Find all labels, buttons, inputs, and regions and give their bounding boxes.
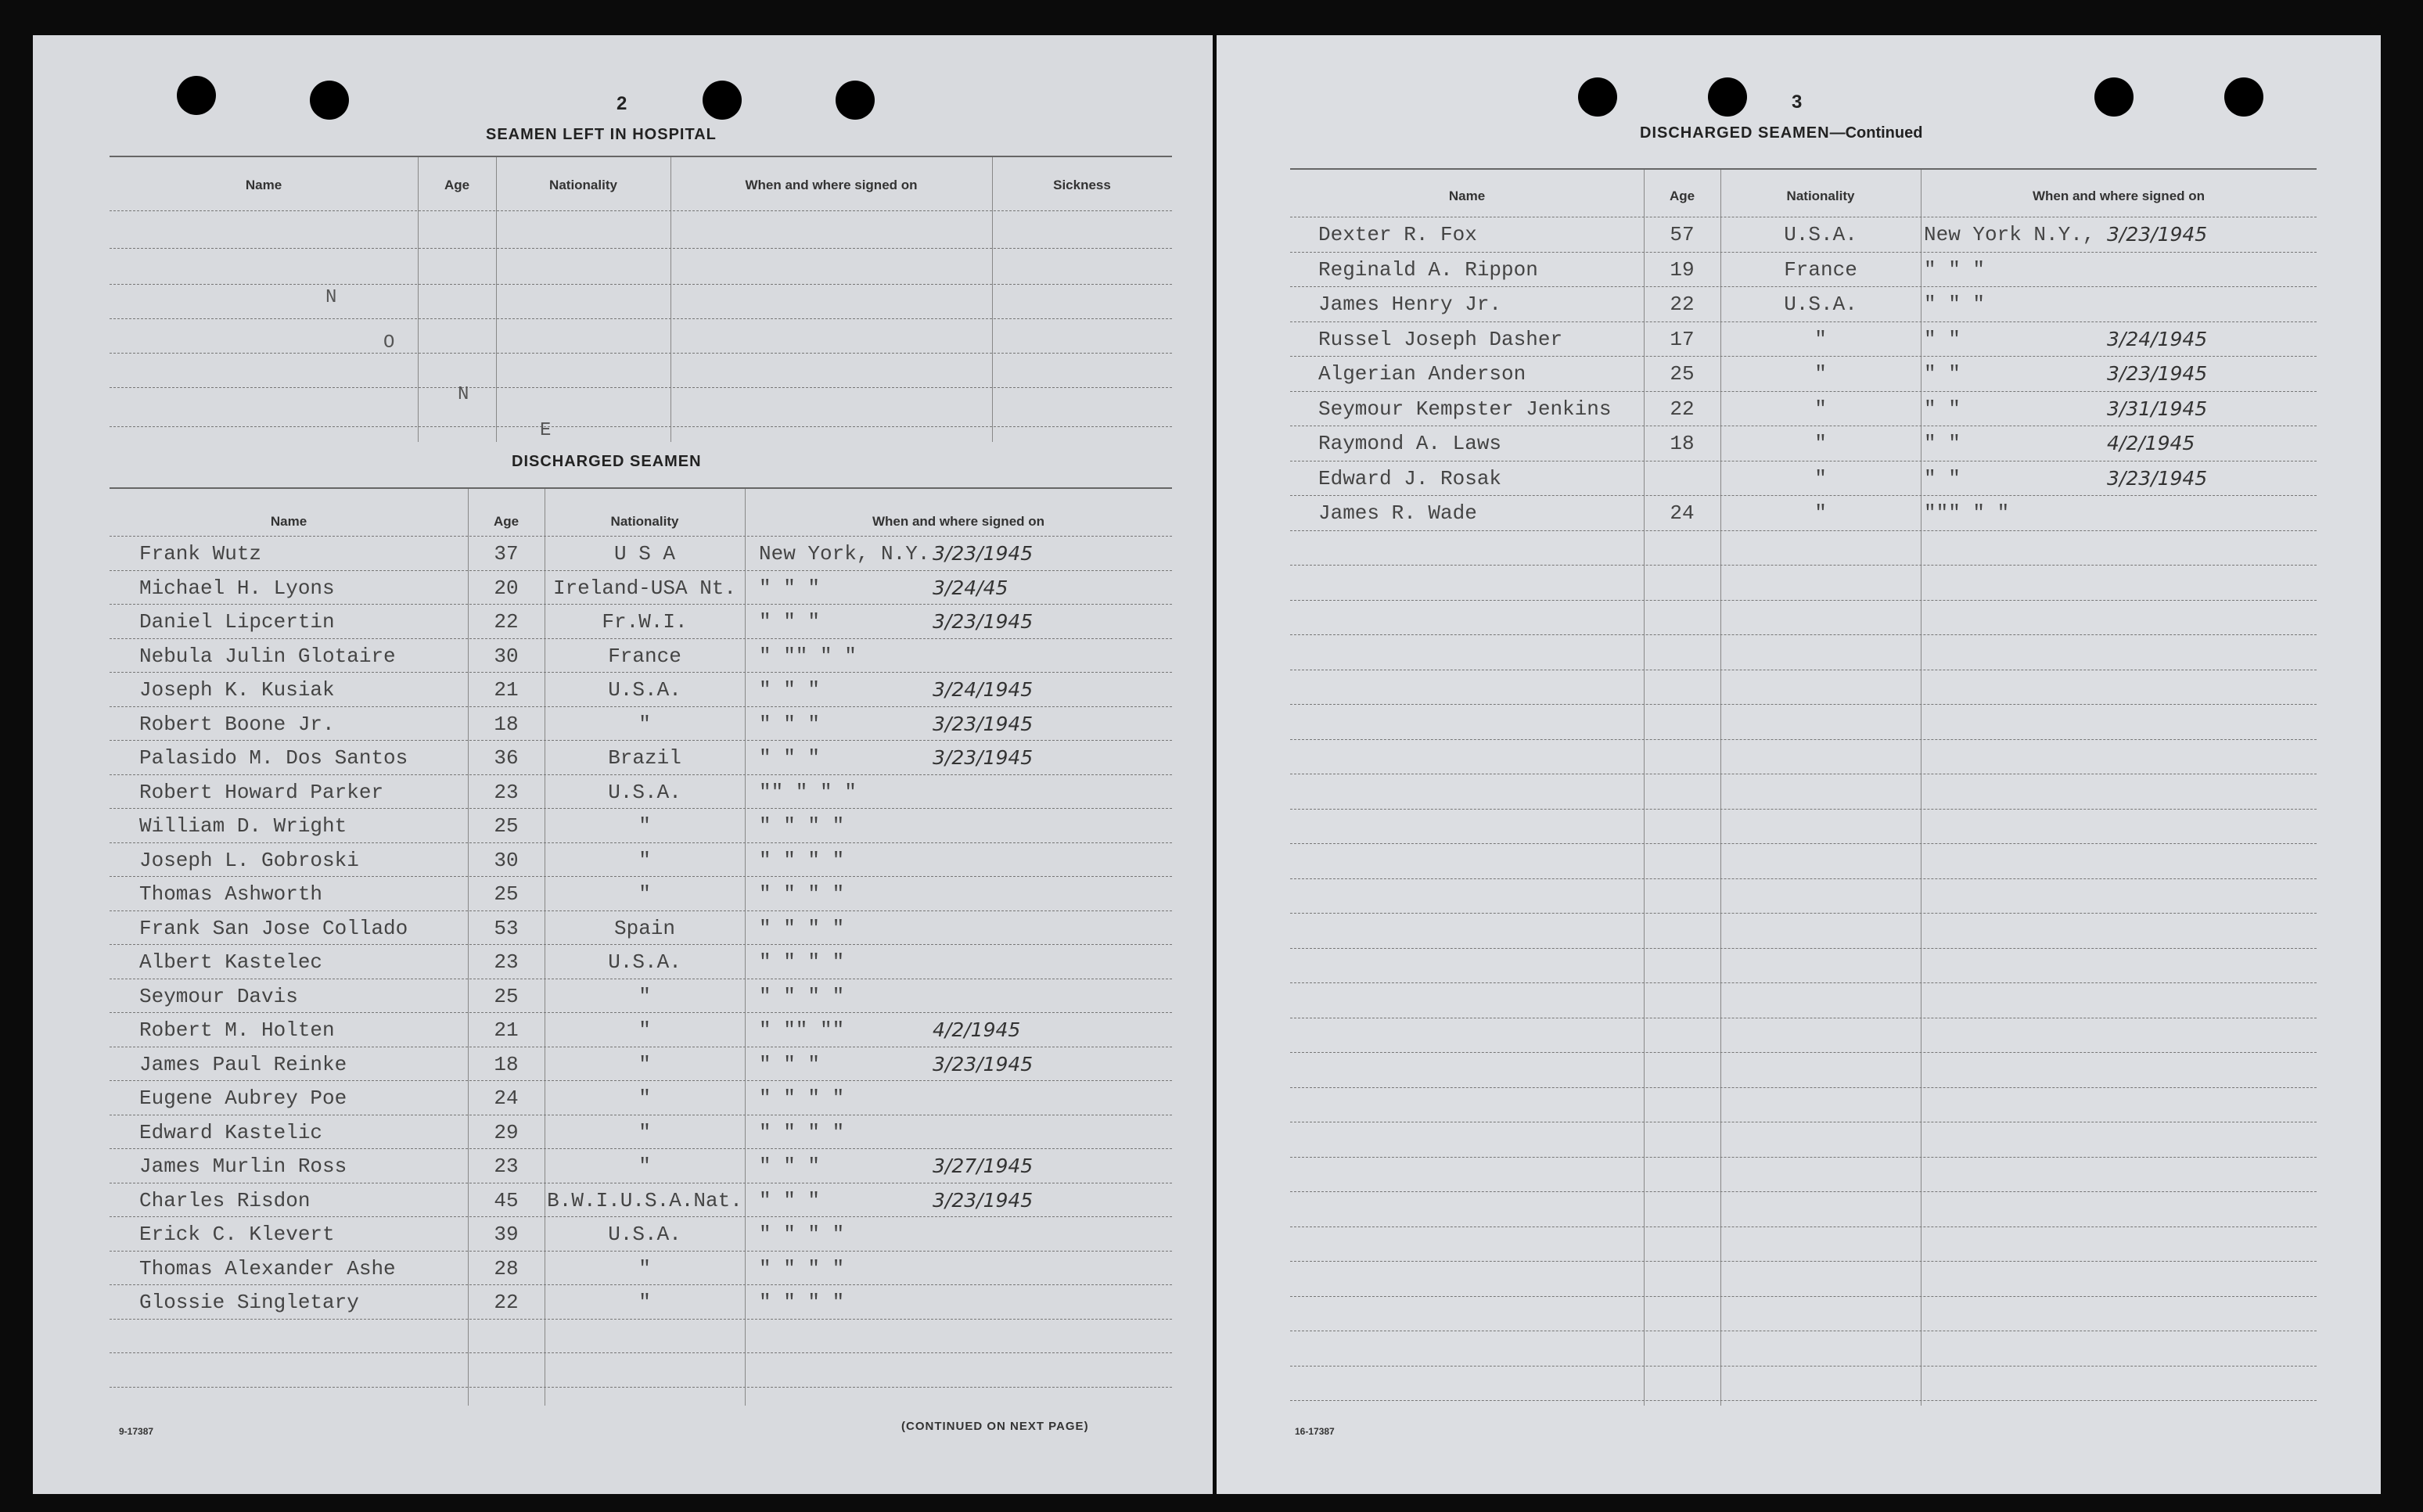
seaman-age: 30 — [494, 848, 519, 872]
column-header: Age — [444, 178, 470, 192]
title-suffix: —Continued — [1829, 124, 1923, 142]
binder-hole — [836, 81, 875, 120]
signed-on-place: " " " — [759, 1052, 821, 1076]
seaman-name: Eugene Aubrey Poe — [139, 1086, 347, 1110]
seaman-age: 23 — [494, 780, 519, 804]
title-text: DISCHARGED SEAMEN — [1640, 124, 1830, 142]
signed-on-place: " " " " — [759, 1086, 845, 1110]
seaman-nationality: " — [638, 1052, 651, 1076]
seaman-nationality: " — [638, 1086, 651, 1110]
seaman-name: Seymour Kempster Jenkins — [1318, 397, 1612, 421]
signed-on-place: " " " " — [759, 814, 845, 838]
seaman-age: 25 — [494, 984, 519, 1008]
signed-on-place: " " " — [759, 712, 821, 736]
ruled-line — [1290, 982, 2317, 983]
seaman-name: Michael H. Lyons — [139, 576, 335, 600]
seaman-name: Seymour Davis — [139, 984, 298, 1008]
seaman-nationality: " — [638, 1155, 651, 1178]
signed-on-place: " " " " — [759, 1291, 845, 1314]
seaman-age: 17 — [1670, 327, 1695, 351]
ruled-line — [110, 284, 1172, 285]
signed-on-place: New York N.Y., — [1924, 223, 2095, 246]
signed-on-place: " "" " " — [759, 644, 857, 668]
seaman-nationality: U.S.A. — [608, 1223, 681, 1246]
column-header: When and where signed on — [2032, 189, 2206, 203]
signed-on-date: 3/24/45 — [933, 576, 1008, 599]
column-divider — [992, 157, 993, 442]
column-header: Age — [1669, 189, 1695, 203]
ruled-line — [1290, 321, 2317, 322]
seaman-age: 29 — [494, 1120, 519, 1144]
binder-hole — [703, 81, 742, 120]
signed-on-date: 4/2/1945 — [2107, 432, 2195, 454]
ruled-line — [110, 318, 1172, 319]
ruled-line — [1290, 809, 2317, 810]
seaman-age: 39 — [494, 1223, 519, 1246]
signed-on-place: " " " — [1924, 293, 1986, 316]
seaman-nationality: U.S.A. — [608, 780, 681, 804]
seaman-name: Thomas Alexander Ashe — [139, 1256, 396, 1280]
hospital-mark: E — [540, 420, 552, 441]
ruled-line — [1290, 565, 2317, 566]
seaman-nationality: U.S.A. — [608, 950, 681, 974]
seaman-name: Daniel Lipcertin — [139, 610, 335, 634]
binder-hole — [1578, 77, 1617, 117]
ruled-line — [1290, 1366, 2317, 1367]
signed-on-place: " " " — [759, 576, 821, 600]
binder-hole — [2094, 77, 2134, 117]
seaman-age: 22 — [1670, 397, 1695, 421]
seaman-age: 21 — [494, 678, 519, 702]
section-rule — [110, 487, 1172, 489]
column-header: When and where signed on — [745, 178, 918, 192]
seaman-name: Raymond A. Laws — [1318, 432, 1502, 455]
hospital-mark: N — [325, 287, 337, 308]
signed-on-date: 4/2/1945 — [933, 1018, 1021, 1041]
seaman-nationality: B.W.I.U.S.A.Nat. — [547, 1188, 742, 1212]
left-page — [33, 35, 1213, 1494]
signed-on-date: 3/24/1945 — [933, 678, 1034, 701]
seaman-nationality: U.S.A. — [1784, 223, 1857, 246]
seaman-name: Joseph L. Gobroski — [139, 848, 359, 872]
ruled-line — [110, 740, 1172, 741]
ruled-line — [110, 1148, 1172, 1149]
signed-on-place: " " — [1924, 397, 1961, 421]
ruled-line — [1290, 252, 2317, 253]
binder-hole — [310, 81, 349, 120]
ruled-line — [1290, 1400, 2317, 1401]
signed-on-place: " " " — [759, 1188, 821, 1212]
ruled-line — [1290, 1296, 2317, 1297]
seaman-age: 22 — [1670, 293, 1695, 316]
ruled-line — [110, 638, 1172, 639]
signed-on-date: 3/23/1945 — [933, 610, 1034, 633]
seaman-name: Reginald A. Rippon — [1318, 257, 1538, 282]
column-header: Name — [270, 514, 307, 529]
signed-on-place: " " — [1924, 362, 1961, 386]
seaman-nationality: " — [638, 882, 651, 906]
seaman-name: Erick C. Klevert — [139, 1223, 335, 1246]
seaman-nationality: U.S.A. — [1784, 293, 1857, 316]
seaman-nationality: " — [638, 1256, 651, 1280]
ruled-line — [1290, 843, 2317, 844]
seaman-nationality: France — [608, 644, 681, 668]
ruled-line — [110, 248, 1172, 249]
signed-on-date: 3/27/1945 — [933, 1155, 1034, 1177]
seaman-nationality: U S A — [613, 542, 675, 566]
ruled-line — [1290, 1191, 2317, 1192]
seaman-nationality: " — [638, 814, 651, 838]
seaman-name: James Henry Jr. — [1318, 293, 1502, 316]
ruled-line — [1290, 495, 2317, 496]
column-header: Nationality — [1786, 189, 1855, 203]
seaman-nationality: U.S.A. — [608, 678, 681, 702]
seaman-name: James Murlin Ross — [139, 1155, 347, 1178]
top-rule — [110, 156, 1172, 157]
column-divider — [418, 157, 419, 442]
seaman-age: 20 — [494, 576, 519, 600]
seaman-nationality: " — [638, 984, 651, 1008]
seaman-name: Glossie Singletary — [139, 1291, 359, 1314]
ruled-line — [110, 842, 1172, 843]
signed-on-place: " "" "" — [759, 1018, 845, 1042]
ruled-line — [110, 944, 1172, 945]
column-header: When and where signed on — [872, 514, 1045, 529]
signed-on-place: " " " " — [759, 1256, 845, 1280]
ruled-line — [110, 706, 1172, 707]
seaman-nationality: " — [1814, 501, 1827, 525]
ruled-line — [1290, 1157, 2317, 1158]
signed-on-place: " " " — [759, 678, 821, 702]
discharged-continued-title — [1640, 124, 1922, 142]
signed-on-place: " " " " — [759, 1223, 845, 1246]
signed-on-place: " " " " — [759, 950, 845, 974]
ruled-line — [110, 672, 1172, 673]
ruled-line — [1290, 948, 2317, 949]
ruled-line — [110, 1319, 1172, 1320]
seaman-nationality: " — [1814, 432, 1827, 455]
seaman-nationality: Spain — [613, 916, 675, 940]
ruled-line — [1290, 913, 2317, 914]
signed-on-place: " " " " — [759, 984, 845, 1008]
signed-on-date: 3/23/1945 — [933, 542, 1034, 565]
seaman-name: Robert Howard Parker — [139, 780, 384, 804]
seaman-age: 21 — [494, 1018, 519, 1042]
seaman-name: Frank Wutz — [139, 542, 262, 566]
form-number: 16-17387 — [1295, 1426, 1335, 1437]
ruled-line — [110, 387, 1172, 388]
signed-on-date: 3/23/1945 — [2107, 466, 2208, 490]
signed-on-place: " " " — [759, 746, 821, 770]
seaman-age: 22 — [494, 1291, 519, 1314]
seaman-age: 23 — [494, 950, 519, 974]
seaman-age: 36 — [494, 746, 519, 770]
seaman-nationality: France — [1784, 257, 1857, 282]
ruled-line — [110, 1216, 1172, 1217]
seaman-nationality: " — [1814, 327, 1827, 351]
binder-hole — [2224, 77, 2263, 117]
page-number: 3 — [1792, 92, 1803, 113]
hospital-section-title: SEAMEN LEFT IN HOSPITAL — [486, 126, 717, 143]
ruled-line — [110, 1387, 1172, 1388]
seaman-nationality: " — [638, 1018, 651, 1042]
ruled-line — [110, 1284, 1172, 1285]
column-divider — [1720, 170, 1721, 1406]
seaman-age: 30 — [494, 644, 519, 668]
ruled-line — [110, 604, 1172, 605]
ruled-line — [1290, 704, 2317, 705]
signed-on-place: " " " " — [759, 1120, 845, 1144]
signed-on-place: "" " " " — [759, 780, 857, 804]
ruled-line — [110, 210, 1172, 211]
seaman-age: 25 — [1670, 362, 1695, 386]
signed-on-date: 3/23/1945 — [933, 712, 1034, 735]
ruled-line — [1290, 739, 2317, 740]
seaman-age: 24 — [1670, 501, 1695, 525]
seaman-age: 25 — [494, 814, 519, 838]
column-divider — [1921, 170, 1922, 1406]
seaman-age: 28 — [494, 1256, 519, 1280]
seaman-age: 45 — [494, 1188, 519, 1212]
ruled-line — [110, 1012, 1172, 1013]
seaman-age: 18 — [494, 712, 519, 736]
signed-on-place: " " " — [759, 1155, 821, 1178]
seaman-nationality: Ireland-USA Nt. — [552, 576, 737, 600]
ruled-line — [1290, 1226, 2317, 1227]
seaman-nationality: " — [1814, 397, 1827, 421]
column-header: Age — [493, 514, 519, 529]
signed-on-date: 3/23/1945 — [2107, 362, 2208, 385]
seaman-age: 23 — [494, 1155, 519, 1178]
ruled-line — [110, 876, 1172, 877]
hospital-mark: N — [458, 384, 469, 405]
ruled-line — [1290, 634, 2317, 635]
seaman-age: 57 — [1670, 223, 1695, 246]
ruled-line — [1290, 600, 2317, 601]
signed-on-date: 3/23/1945 — [933, 1188, 1034, 1212]
signed-on-place: " " — [1924, 432, 1961, 455]
ruled-line — [110, 1352, 1172, 1353]
seaman-age: 53 — [494, 916, 519, 940]
ruled-line — [1290, 530, 2317, 531]
column-divider — [745, 489, 746, 1406]
seaman-nationality: " — [638, 712, 651, 736]
column-header: Nationality — [549, 178, 617, 192]
continued-footer: (CONTINUED ON NEXT PAGE) — [901, 1420, 1089, 1433]
signed-on-place: New York, N.Y. — [759, 542, 930, 566]
signed-on-date: 3/23/1945 — [933, 1052, 1034, 1076]
header-line — [110, 536, 1172, 537]
seaman-name: Edward Kastelic — [139, 1120, 323, 1144]
column-header: Sickness — [1053, 178, 1111, 192]
seaman-name: Thomas Ashworth — [139, 882, 323, 906]
ruled-line — [110, 353, 1172, 354]
seaman-age: 19 — [1670, 257, 1695, 282]
ruled-line — [1290, 1052, 2317, 1053]
ruled-line — [1290, 356, 2317, 357]
seaman-age: 24 — [494, 1086, 519, 1110]
signed-on-place: " " — [1924, 327, 1961, 351]
seaman-name: Albert Kastelec — [139, 950, 323, 974]
seaman-nationality: " — [1814, 362, 1827, 386]
signed-on-place: " " — [1924, 466, 1961, 490]
seaman-age: 18 — [494, 1052, 519, 1076]
ruled-line — [1290, 878, 2317, 879]
seaman-age: 37 — [494, 542, 519, 566]
signed-on-date: 3/23/1945 — [933, 746, 1034, 769]
seaman-age: 25 — [494, 882, 519, 906]
seaman-nationality: " — [1814, 466, 1827, 490]
signed-on-place: " " " " — [759, 916, 845, 940]
seaman-nationality: " — [638, 1291, 651, 1314]
seaman-name: Edward J. Rosak — [1318, 466, 1502, 490]
seaman-name: Dexter R. Fox — [1318, 223, 1477, 246]
signed-on-place: " " " " — [759, 882, 845, 906]
form-number: 9-17387 — [119, 1426, 154, 1437]
seaman-nationality: " — [638, 848, 651, 872]
seaman-name: James Paul Reinke — [139, 1052, 347, 1076]
ruled-line — [1290, 286, 2317, 287]
signed-on-date: 3/24/1945 — [2107, 327, 2208, 350]
seaman-nationality: Brazil — [608, 746, 681, 770]
signed-on-place: " " " " — [759, 848, 845, 872]
ruled-line — [110, 570, 1172, 571]
ruled-line — [110, 774, 1172, 775]
ruled-line — [110, 808, 1172, 809]
binder-hole — [1708, 77, 1747, 117]
ruled-line — [1290, 461, 2317, 462]
seaman-name: Robert Boone Jr. — [139, 712, 335, 736]
signed-on-date: 3/23/1945 — [2107, 223, 2208, 246]
right-page — [1217, 35, 2381, 1494]
binder-hole — [177, 76, 216, 115]
seaman-nationality: " — [638, 1120, 651, 1144]
seaman-name: Robert M. Holten — [139, 1018, 335, 1042]
signed-on-place: """ " " — [1924, 501, 2010, 525]
seaman-name: Palasido M. Dos Santos — [139, 746, 408, 770]
seaman-name: William D. Wright — [139, 814, 347, 838]
column-divider — [670, 157, 671, 442]
hospital-mark: O — [383, 332, 395, 354]
seaman-name: Frank San Jose Collado — [139, 916, 408, 940]
ruled-line — [1290, 1087, 2317, 1088]
ruled-line — [1290, 391, 2317, 392]
seaman-age: 22 — [494, 610, 519, 634]
seaman-name: Nebula Julin Glotaire — [139, 644, 396, 668]
discharged-section-title: DISCHARGED SEAMEN — [512, 453, 702, 470]
seaman-name: Joseph K. Kusiak — [139, 678, 335, 702]
ruled-line — [110, 910, 1172, 911]
page-number: 2 — [617, 93, 627, 114]
seaman-name: James R. Wade — [1318, 501, 1477, 525]
seaman-name: Algerian Anderson — [1318, 362, 1526, 386]
column-divider — [1644, 170, 1645, 1406]
ruled-line — [110, 1251, 1172, 1252]
seaman-age: 18 — [1670, 432, 1695, 455]
top-rule — [1290, 168, 2317, 170]
signed-on-place: " " " — [1924, 257, 1986, 282]
seaman-name: Russel Joseph Dasher — [1318, 327, 1563, 351]
signed-on-place: " " " — [759, 610, 821, 634]
column-header: Nationality — [610, 514, 679, 529]
signed-on-date: 3/31/1945 — [2107, 397, 2208, 420]
seaman-nationality: Fr.W.I. — [602, 610, 688, 634]
ruled-line — [110, 426, 1172, 427]
column-header: Name — [1448, 189, 1486, 203]
column-divider — [496, 157, 497, 442]
column-header: Name — [245, 178, 282, 192]
ruled-line — [1290, 1261, 2317, 1262]
ruled-line — [110, 1080, 1172, 1081]
seaman-name: Charles Risdon — [139, 1188, 311, 1212]
